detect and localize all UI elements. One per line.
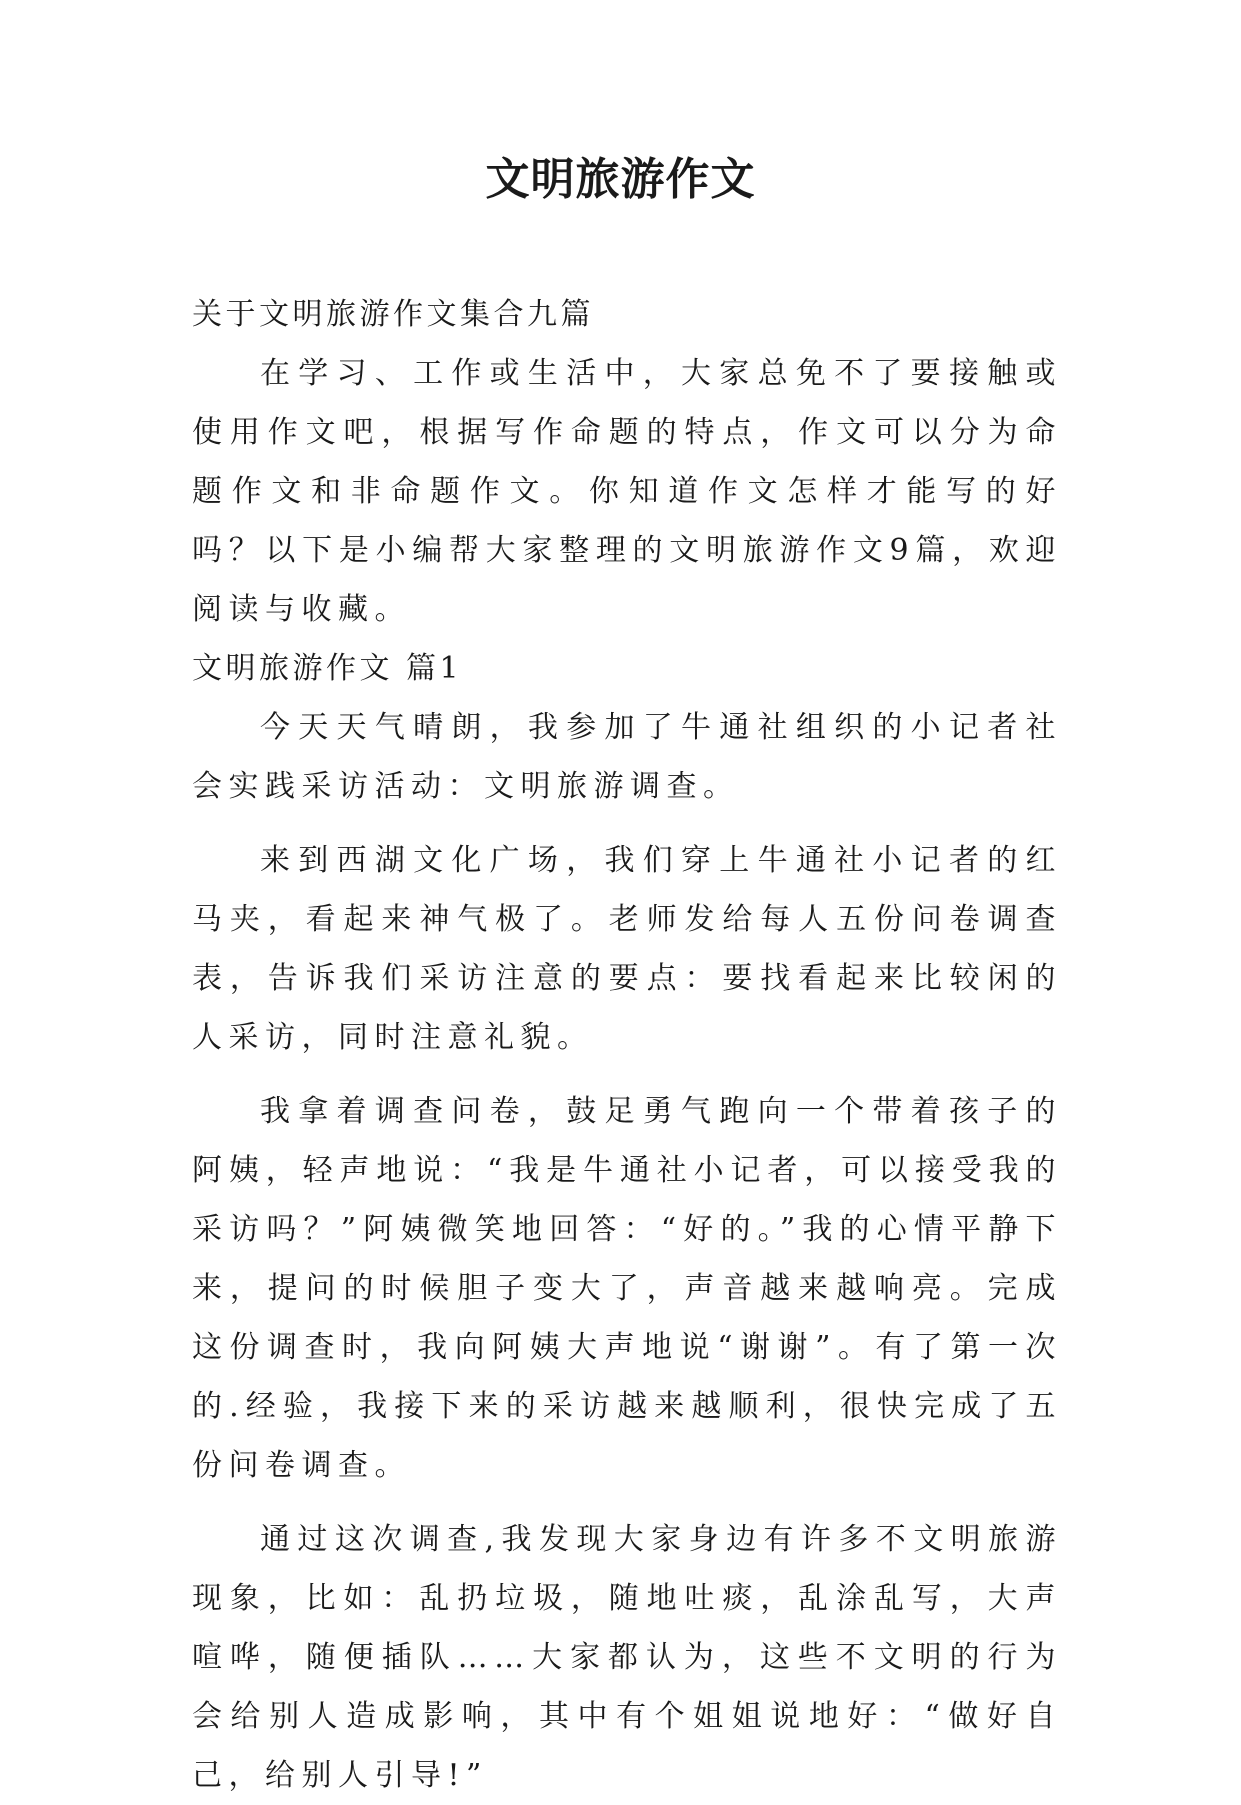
document-body <box>192 285 1062 1805</box>
document-title: 文明旅游作文 <box>485 154 756 205</box>
body-paragraph-2: 来到西湖文化广场，我们穿上牛通社小记者的红马夹，看起来神气极了。老师发给每人五份问卷调查表，告诉我们采访注意的要点：要找看起来比较闲的人采访，同时注意礼貌。 <box>192 843 1062 1055</box>
document-subtitle: 关于文明旅游作文集合九篇 <box>192 297 594 332</box>
body-paragraph-3: 我拿着调查问卷，鼓足勇气跑向一个带着孩子的阿姨，轻声地说：“我是牛通社小记者，可以接受我的采访吗？”阿姨微笑地回答：“好的。”我的心情平静下来，提问的时候胆子变大了，声音越来越响亮。完成这份调查时，我向阿姨大声地说“谢谢”。有了第一次的.经验，我接下来的采访越来越顺利，很快完成了五份问卷调查。 <box>192 1094 1062 1483</box>
section-heading: 文明旅游作文 篇1 <box>192 651 463 686</box>
body-paragraph-4: 通过这次调查,我发现大家身边有许多不文明旅游现象，比如：乱扔垃圾，随地吐痰，乱涂乱写，大声喧哗，随便插队……大家都认为，这些不文明的行为会给别人造成影响，其中有个姐姐说地好：“做好自己，给别人引导!” <box>192 1522 1062 1793</box>
intro-paragraph: 在学习、工作或生活中，大家总免不了要接触或使用作文吧，根据写作命题的特点，作文可以分为命题作文和非命题作文。你知道作文怎样才能写的好吗？以下是小编帮大家整理的文明旅游作文9篇，欢迎阅读与收藏。 <box>192 356 1062 627</box>
body-paragraph-1: 今天天气晴朗，我参加了牛通社组织的小记者社会实践采访活动：文明旅游调查。 <box>192 710 1062 804</box>
